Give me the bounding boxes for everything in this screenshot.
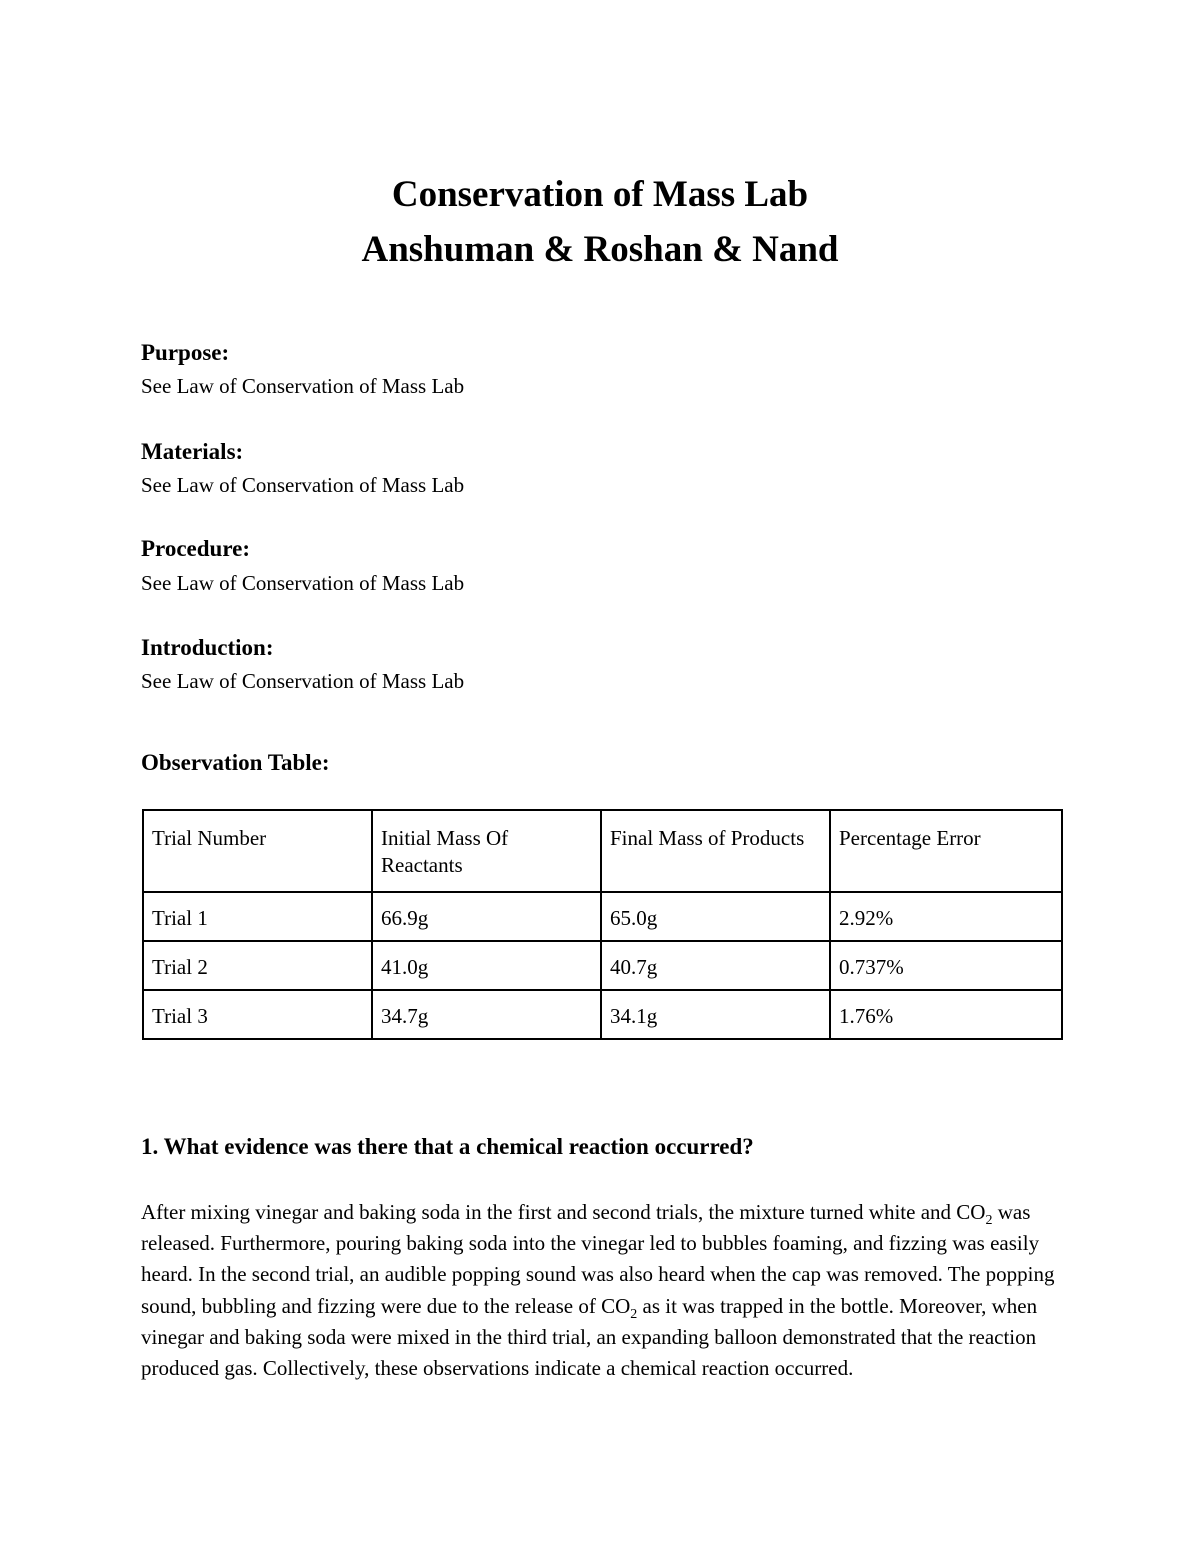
purpose-text: See Law of Conservation of Mass Lab [141, 374, 465, 398]
procedure-heading: Procedure: [141, 536, 251, 561]
table-cell-percentage-error: 2.92% [830, 892, 1062, 941]
procedure-text: See Law of Conservation of Mass Lab [141, 571, 465, 595]
table-cell-final-mass: 34.1g [601, 990, 830, 1039]
table-cell-initial-mass: 41.0g [372, 941, 601, 990]
answer-text-part-2: was released. Furthermore, pouring baking soda into the vinegar led to bubbles foaming, and fizzing was easily heard. In the second trial, an audible popping sound was also heard when the cap was removed. The popping sound, bubbling and fizzing were due to the release of CO [141, 1200, 1055, 1318]
table-row [143, 941, 1062, 990]
table-cell-final-mass: 40.7g [601, 941, 830, 990]
table-cell-trial: Trial 2 [143, 941, 372, 990]
document-authors: Anshuman & Roshan & Nand [361, 229, 839, 270]
column-header-trial-number: Trial Number [143, 810, 372, 892]
answer-text-part-1: After mixing vinegar and baking soda in the first and second trials, the mixture turned white and CO [141, 1200, 986, 1224]
materials-text: See Law of Conservation of Mass Lab [141, 473, 465, 497]
materials-heading: Materials: [141, 439, 244, 464]
table-row [143, 990, 1062, 1039]
table-cell-final-mass: 65.0g [601, 892, 830, 941]
answer-text-part-3: as it was trapped in the bottle. Moreover, when vinegar and baking soda were mixed in the third trial, an expanding balloon demonstrated that the reaction produced gas. Collectively, these observations indicate a chemical reaction occurred. [141, 1293, 1038, 1381]
table-cell-initial-mass: 34.7g [372, 990, 601, 1039]
column-header-percentage-error: Percentage Error [830, 810, 1062, 892]
purpose-heading: Purpose: [141, 340, 230, 365]
co2-subscript-2: 2 [630, 1306, 638, 1322]
table-cell-trial: Trial 1 [143, 892, 372, 941]
document-title: Conservation of Mass Lab [391, 174, 809, 215]
question-1-heading: 1. What evidence was there that a chemical reaction occurred? [141, 1134, 754, 1159]
column-header-final-mass: Final Mass of Products [601, 810, 830, 892]
table-cell-trial: Trial 3 [143, 990, 372, 1039]
table-cell-percentage-error: 0.737% [830, 941, 1062, 990]
table-header-row [143, 810, 1062, 892]
observation-table-heading: Observation Table: [141, 750, 330, 775]
introduction-text: See Law of Conservation of Mass Lab [141, 669, 465, 693]
table-cell-initial-mass: 66.9g [372, 892, 601, 941]
co2-subscript-1: 2 [985, 1213, 993, 1229]
table-row [143, 892, 1062, 941]
observation-table [142, 809, 1063, 1040]
question-1-answer [141, 1197, 1059, 1384]
introduction-heading: Introduction: [141, 635, 274, 660]
column-header-initial-mass: Initial Mass Of Reactants [372, 810, 601, 892]
table-cell-percentage-error: 1.76% [830, 990, 1062, 1039]
